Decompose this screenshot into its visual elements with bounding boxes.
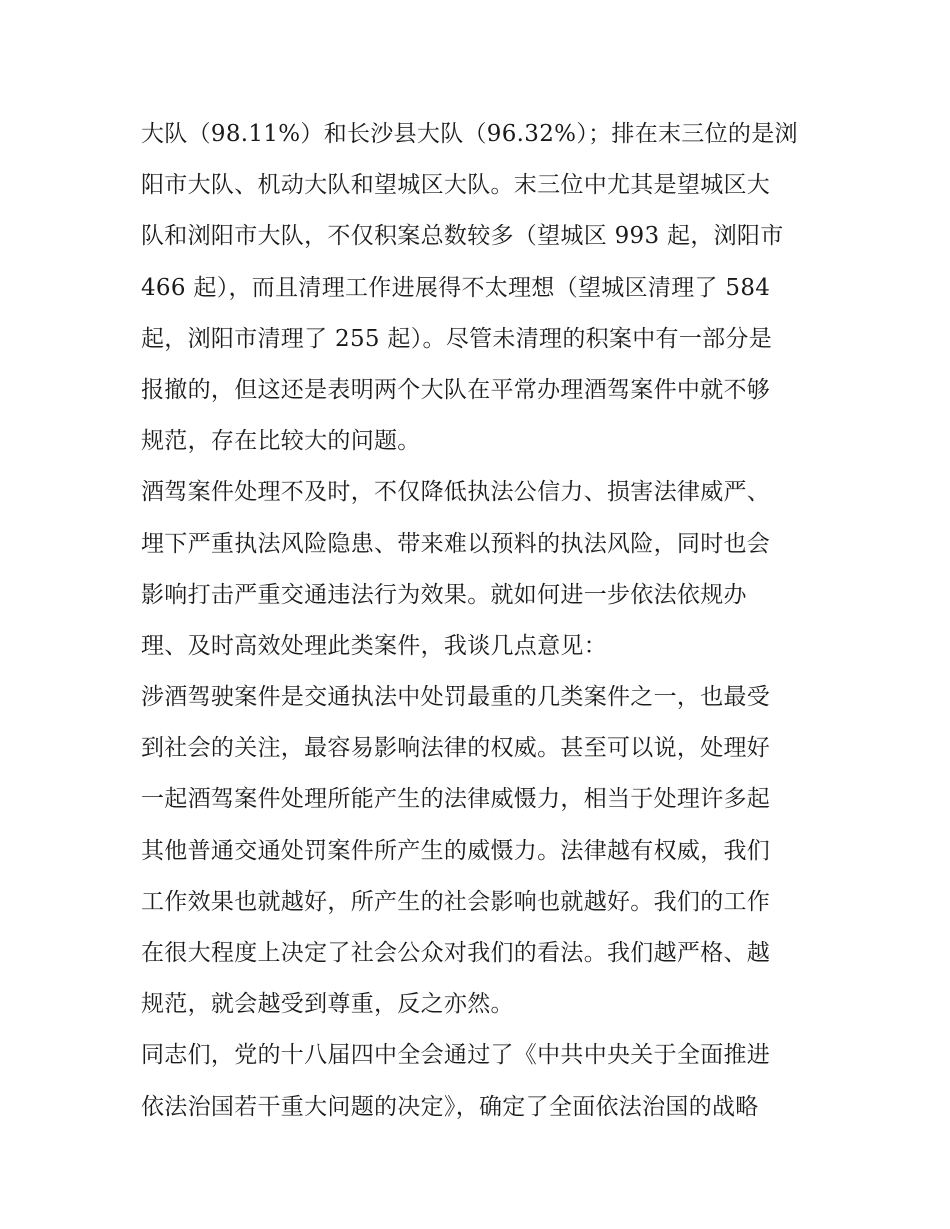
paragraph-1 <box>141 109 813 467</box>
text-line: 大队（98.11%）和长沙县大队（96.32%）；排在末三位的是浏 <box>141 121 798 147</box>
text-line: 到社会的关注，最容易影响法律的权威。甚至可以说，处理好 <box>141 735 771 762</box>
paragraph-4 <box>141 1030 813 1132</box>
paragraph-3 <box>141 672 813 1030</box>
text-line: 一起酒驾案件处理所能产生的法律威慑力，相当于处理许多起 <box>141 786 771 813</box>
text-line: 规范，就会越受到尊重，反之亦然。 <box>141 991 514 1018</box>
text-line: 理、及时高效处理此类案件，我谈几点意见： <box>141 632 607 659</box>
text-line: 起，浏阳市清理了 255 起）。尽管未清理的积案中有一部分是 <box>141 325 773 352</box>
text-line: 酒驾案件处理不及时，不仅降低执法公信力、损害法律威严、 <box>141 479 771 506</box>
text-line: 规范，存在比较大的问题。 <box>141 428 421 455</box>
text-line: 阳市大队、机动大队和望城区大队。末三位中尤其是望城区大 <box>141 172 771 199</box>
document-body <box>141 109 813 1133</box>
text-line: 埋下严重执法风险隐患、带来难以预料的执法风险，同时也会 <box>141 530 771 557</box>
text-line: 队和浏阳市大队，不仅积案总数较多（望城区 993 起，浏阳市 <box>141 223 784 250</box>
text-line: 在很大程度上决定了社会公众对我们的看法。我们越严格、越 <box>141 940 771 966</box>
text-line: 同志们，党的十八届四中全会通过了《中共中央关于全面推进 <box>141 1042 771 1069</box>
text-line: 依法治国若干重大问题的决定》，确定了全面依法治国的战略 <box>141 1093 759 1120</box>
text-line: 涉酒驾驶案件是交通执法中处罚最重的几类案件之一，也最受 <box>141 684 771 711</box>
text-line: 其他普通交通处罚案件所产生的威慑力。法律越有权威，我们 <box>141 837 771 864</box>
text-line: 影响打击严重交通违法行为效果。就如何进一步依法依规办 <box>141 581 747 608</box>
text-line: 报撤的，但这还是表明两个大队在平常办理酒驾案件中就不够 <box>141 376 771 403</box>
text-line: 工作效果也就越好，所产生的社会影响也就越好。我们的工作 <box>141 888 771 915</box>
paragraph-2 <box>141 467 813 672</box>
text-line: 466 起），而且清理工作进展得不太理想（望城区清理了 584 <box>141 274 771 301</box>
